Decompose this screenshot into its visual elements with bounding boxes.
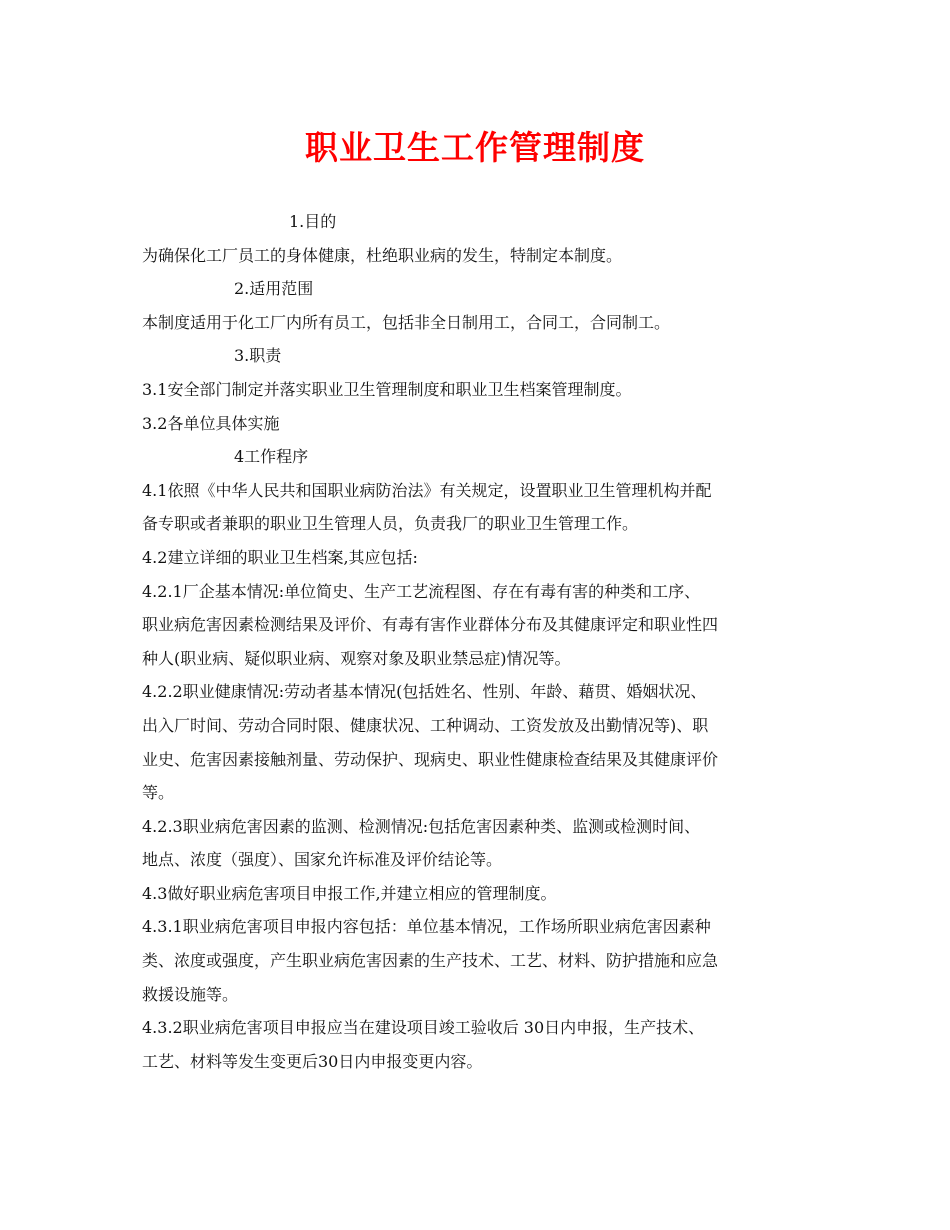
- paragraph-line: 工艺、材料等发生变更后30日内申报变更内容。: [142, 1051, 483, 1071]
- paragraph-line: 3.1安全部门制定并落实职业卫生管理制度和职业卫生档案管理制度。: [142, 379, 632, 399]
- paragraph-line: 4.3.1职业病危害项目申报内容包括：单位基本情况，工作场所职业病危害因素种: [142, 917, 711, 937]
- paragraph-line: 4.2建立详细的职业卫生档案,其应包括:: [142, 547, 418, 567]
- paragraph-line: 种人(职业病、疑似职业病、观察对象及职业禁忌症)情况等。: [142, 648, 571, 668]
- document-body: [142, 205, 822, 1078]
- document-title: 职业卫生工作管理制度: [305, 128, 645, 167]
- section-heading-procedure: 4工作程序: [234, 447, 309, 467]
- paragraph-line: 等。: [142, 783, 175, 803]
- section-heading-purpose: 1.目的: [289, 212, 337, 231]
- paragraph-line: 救援设施等。: [142, 984, 239, 1004]
- paragraph-line: 备专职或者兼职的职业卫生管理人员，负责我厂的职业卫生管理工作。: [142, 514, 639, 534]
- paragraph-line: 类、浓度或强度，产生职业病危害因素的生产技术、工艺、材料、防护措施和应急: [142, 951, 719, 971]
- section-heading-scope: 2.适用范围: [234, 279, 314, 299]
- paragraph-line: 为确保化工厂员工的身体健康，杜绝职业病的发生，特制定本制度。: [142, 245, 623, 265]
- paragraph-line: 职业病危害因素检测结果及评价、有毒有害作业群体分布及其健康评定和职业性四: [142, 615, 719, 635]
- paragraph-line: 4.2.1厂企基本情况:单位简史、生产工艺流程图、存在有毒有害的种类和工序、: [142, 581, 701, 601]
- paragraph-line: 地点、浓度（强度）、国家允许标准及评价结论等。: [142, 850, 503, 870]
- paragraph-line: 3.2各单位具体实施: [142, 413, 280, 433]
- paragraph-line: 4.1依照《中华人民共和国职业病防治法》有关规定，设置职业卫生管理机构并配: [142, 480, 712, 500]
- paragraph-line: 出入厂时间、劳动合同时限、健康状况、工种调动、工资发放及出勤情况等)、职: [142, 715, 709, 735]
- paragraph-line: 本制度适用于化工厂内所有员工，包括非全日制用工，合同工，合同制工。: [142, 312, 671, 332]
- paragraph-line: 业史、危害因素接触剂量、劳动保护、现病史、职业性健康检查结果及其健康评价: [142, 749, 719, 769]
- section-heading-duties: 3.职责: [234, 346, 282, 366]
- paragraph-line: 4.2.3职业病危害因素的监测、检测情况:包括危害因素种类、监测或检测时间、: [142, 816, 701, 836]
- paragraph-line: 4.3做好职业病危害项目申报工作,并建立相应的管理制度。: [142, 883, 557, 903]
- paragraph-line: 4.3.2职业病危害项目申报应当在建设项目竣工验收后 30日内申报，生产技术、: [142, 1018, 705, 1038]
- paragraph-line: 4.2.2职业健康情况:劳动者基本情况(包括姓名、性别、年龄、藉贯、婚姻状况、: [142, 682, 707, 702]
